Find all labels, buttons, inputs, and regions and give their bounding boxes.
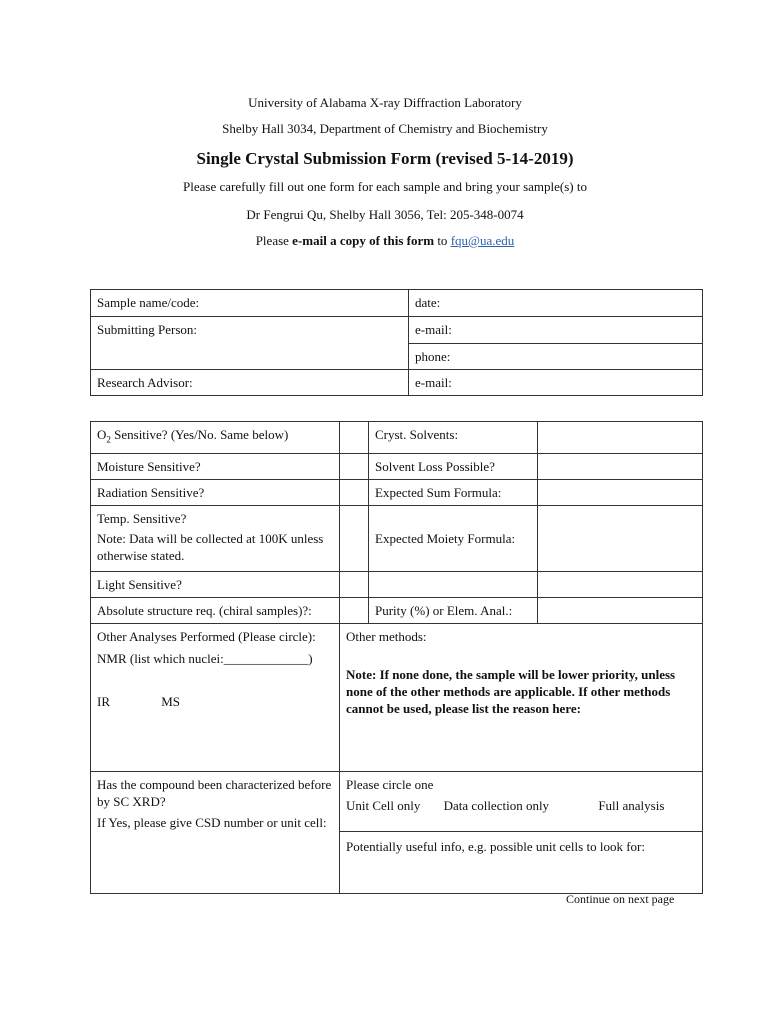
light-empty-1 [369, 571, 538, 597]
email-bold: e-mail a copy of this form [292, 233, 435, 248]
contact: Dr Fengrui Qu, Shelby Hall 3056, Tel: 205-348-0074 [246, 207, 524, 222]
o2-prefix: O [97, 427, 107, 442]
absolute-answer[interactable] [340, 597, 369, 623]
light-answer[interactable] [340, 571, 369, 597]
advisor-email-field[interactable]: e-mail: [409, 370, 703, 396]
absolute-label: Absolute structure req. (chiral samples)?: [91, 597, 340, 623]
o2-sub: 2 [106, 434, 111, 445]
moiety-formula-label: Expected Moiety Formula: [369, 505, 538, 571]
sum-formula-label: Expected Sum Formula: [369, 479, 538, 505]
csd-label: If Yes, please give CSD number or unit cell: [97, 814, 327, 830]
solvent-loss-label: Solvent Loss Possible? [369, 453, 538, 479]
other-analyses-label: Other Analyses Performed (Please circle): [97, 628, 316, 644]
lab-name: University of Alabama X-ray Diffraction Laboratory [248, 95, 522, 110]
analysis-type-cell [340, 771, 703, 831]
priority-note: Note: If none done, the sample will be lower priority, unless none of the other methods are applicable. If other methods cannot be used, please list the reason here: [346, 666, 676, 716]
email-prefix: Please [255, 233, 289, 248]
department: Shelby Hall 3034, Department of Chemistry and Biochemistry [222, 121, 548, 136]
unit-cell-only-option[interactable]: Unit Cell only [346, 797, 421, 813]
sum-formula-answer[interactable] [538, 479, 703, 505]
characterized-label: Has the compound been characterized before by SC XRD? [97, 776, 332, 809]
o2-sensitive-answer[interactable] [340, 422, 369, 454]
nmr-label[interactable]: NMR (list which nuclei:_____________) [97, 650, 313, 666]
moisture-answer[interactable] [340, 453, 369, 479]
temp-cell [91, 505, 340, 571]
date-field[interactable]: date: [409, 290, 703, 317]
other-analyses-cell [91, 623, 340, 771]
full-analysis-option[interactable]: Full analysis [598, 797, 665, 813]
other-methods-label: Other methods: [346, 628, 427, 644]
other-methods-cell[interactable] [340, 623, 703, 771]
analysis-options [346, 797, 696, 814]
ir-option[interactable]: IR [97, 693, 110, 709]
page-title: Single Crystal Submission Form (revised 5-14-2019) [196, 149, 574, 168]
data-collection-only-option[interactable]: Data collection only [443, 797, 550, 813]
phone-field[interactable]: phone: [409, 344, 703, 370]
email-instructions [0, 233, 770, 249]
moisture-label: Moisture Sensitive? [91, 453, 340, 479]
temp-note: Note: Data will be collected at 100K unless otherwise stated. [97, 530, 324, 563]
purity-label: Purity (%) or Elem. Anal.: [369, 597, 538, 623]
temp-answer[interactable] [340, 505, 369, 571]
cryst-solvents-answer[interactable] [538, 422, 703, 454]
temp-label: Temp. Sensitive? [97, 510, 187, 526]
sample-properties-table [90, 421, 703, 894]
light-label: Light Sensitive? [91, 571, 340, 597]
radiation-label: Radiation Sensitive? [91, 479, 340, 505]
submitting-person-field[interactable]: Submitting Person: [91, 317, 409, 370]
solvent-loss-answer[interactable] [538, 453, 703, 479]
email-mid: to [437, 233, 448, 248]
sample-info-table [90, 289, 703, 396]
continue-note: Continue on next page [566, 892, 675, 906]
o2-suffix: Sensitive? (Yes/No. Same below) [110, 427, 289, 442]
email-link[interactable]: fqu@ua.edu [450, 233, 515, 248]
research-advisor-field[interactable]: Research Advisor: [91, 370, 409, 396]
sample-name-field[interactable]: Sample name/code: [91, 290, 409, 317]
cryst-solvents-label: Cryst. Solvents: [369, 422, 538, 454]
o2-sensitive-label [91, 422, 340, 454]
email-field[interactable]: e-mail: [409, 317, 703, 344]
moiety-formula-answer[interactable] [538, 505, 703, 571]
instructions: Please carefully fill out one form for each sample and bring your sample(s) to [183, 179, 587, 194]
circle-one-label: Please circle one [346, 776, 434, 792]
characterized-cell[interactable] [91, 771, 340, 893]
ir-ms-row [97, 693, 333, 710]
useful-info-field[interactable]: Potentially useful info, e.g. possible unit cells to look for: [340, 831, 703, 893]
radiation-answer[interactable] [340, 479, 369, 505]
purity-answer[interactable] [538, 597, 703, 623]
ms-option[interactable]: MS [161, 693, 181, 709]
light-empty-2 [538, 571, 703, 597]
